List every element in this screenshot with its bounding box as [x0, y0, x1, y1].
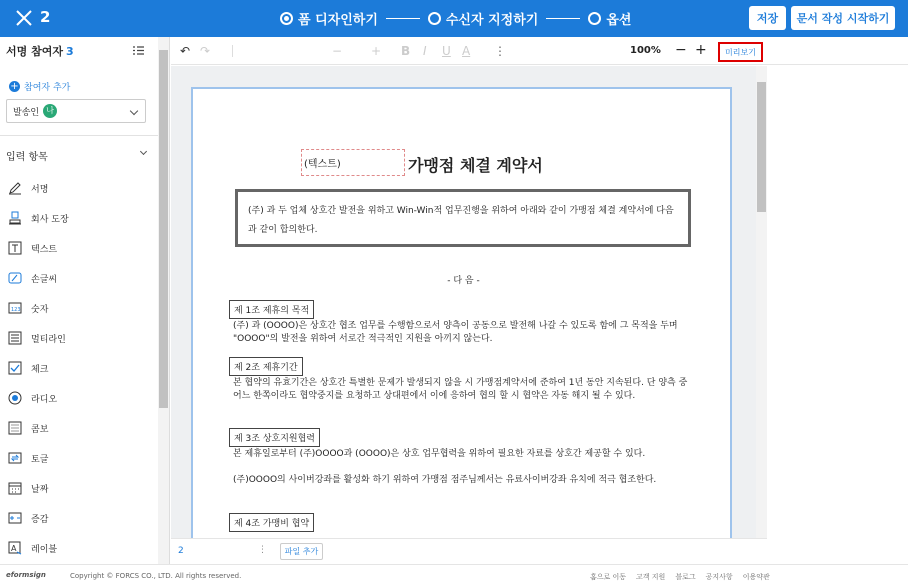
field-item-text[interactable] — [0, 233, 158, 263]
text-icon — [8, 241, 22, 255]
scroll-thumb[interactable] — [159, 50, 168, 408]
step-divider — [386, 18, 420, 19]
stepper-icon — [8, 511, 22, 525]
select-value: 발송인 — [13, 107, 40, 118]
combo-icon — [8, 421, 22, 435]
article-body: 본 제휴일로부터 (주)OOOO과 (OOOO)은 상호 업무협력을 위하여 필요한 자료를 상호간 제공할 수 있다. — [233, 449, 646, 459]
editor-toolbar — [171, 37, 908, 65]
field-item-stepper[interactable] — [0, 503, 158, 533]
list-icon[interactable] — [133, 46, 144, 55]
field-label: 체크 — [31, 364, 49, 375]
field-item-signature[interactable] — [0, 173, 158, 203]
pen-icon — [8, 181, 22, 195]
radio-icon — [588, 12, 601, 25]
more-icon[interactable]: ⋮ — [494, 44, 506, 58]
step-divider — [546, 18, 580, 19]
field-item-combo[interactable] — [0, 413, 158, 443]
field-item-number[interactable] — [0, 293, 158, 323]
me-badge: 나 — [43, 104, 57, 118]
divider — [0, 135, 158, 136]
sidebar — [0, 37, 170, 564]
add-file-button[interactable]: 파일 추가 — [280, 543, 323, 560]
radio-icon — [428, 12, 441, 25]
step-form-design[interactable] — [280, 9, 378, 28]
checkbox-icon — [8, 361, 22, 375]
field-item-label[interactable] — [0, 533, 158, 563]
save-button[interactable]: 저장 — [749, 6, 786, 30]
field-label: 손글씨 — [31, 274, 58, 285]
participants-title: 서명 참여자 — [6, 45, 63, 58]
field-label: 서명 — [31, 184, 49, 195]
footer-link-support[interactable]: 고객 지원 — [636, 573, 666, 581]
article-body: (주)OOOO의 사이버강좌를 활성화 하기 위하여 가맹점 점주님께서는 유료사이버강좌 유치에 적극 협조한다. — [233, 475, 657, 485]
chevron-down-icon[interactable] — [140, 148, 147, 155]
field-item-stamp[interactable] — [0, 203, 158, 233]
redo-icon[interactable]: ↷ — [200, 44, 211, 58]
underline-icon[interactable]: U — [442, 44, 451, 58]
top-bar — [0, 0, 908, 37]
step-label: 옵션 — [606, 13, 632, 28]
field-item-checkbox[interactable] — [0, 353, 158, 383]
field-label: 멀티라인 — [31, 334, 66, 345]
number-icon — [8, 301, 22, 315]
copyright-text: Copyright © FORCS CO., LTD. All rights reserved. — [70, 572, 242, 580]
more-icon[interactable]: ⋮ — [258, 545, 267, 555]
intro-box: (주) 과 두 업체 상호간 발전을 위하고 Win-Win적 업무진행을 위하여 아래와 같이 가맹점 체결 계약서에 다음과 같이 합의한다. — [235, 189, 691, 247]
step-label: 수신자 지정하기 — [445, 13, 539, 28]
dagu-heading: - 다 음 - — [447, 276, 480, 286]
field-label: 콤보 — [31, 424, 49, 435]
page-bar — [171, 538, 767, 564]
footer-link-home[interactable]: 홈으로 이동 — [590, 573, 627, 581]
field-label: 회사 도장 — [31, 214, 69, 225]
footer-links — [590, 572, 770, 582]
italic-icon[interactable]: I — [423, 44, 427, 58]
document-page[interactable] — [191, 87, 732, 538]
field-label: 라디오 — [31, 394, 58, 405]
radio-selected-icon — [280, 12, 293, 25]
add-participant-button[interactable] — [9, 80, 70, 93]
svg-text:123: 123 — [11, 307, 21, 313]
divider — [232, 45, 233, 57]
toggle-icon — [8, 451, 22, 465]
footer — [0, 564, 908, 584]
footer-link-notice[interactable]: 공지사항 — [705, 573, 733, 581]
label-icon — [8, 541, 22, 555]
zoom-out-button[interactable]: − — [675, 42, 687, 58]
article-title: 제 2조 제휴기간 — [229, 357, 303, 376]
field-label: 숫자 — [31, 304, 49, 315]
start-document-button[interactable]: 문서 작성 시작하기 — [791, 6, 895, 30]
article-body: 본 협약의 유효기간은 상호간 특별한 문제가 발생되지 않을 시 가맹점계약서에 준하여 1년 동안 지속된다. 단 양측 중 어느 한쪽이라도 협약중지를 요청하고 상대편에서 이에 응하여 협의 할 시 협약은 자동 해지 될 수 있다. — [233, 378, 688, 401]
undo-icon[interactable]: ↶ — [180, 44, 191, 58]
field-label: 레이블 — [31, 544, 58, 555]
field-label: 텍스트 — [31, 244, 58, 255]
field-item-toggle[interactable] — [0, 443, 158, 473]
participants-count: 3 — [65, 44, 74, 58]
footer-link-terms[interactable]: 이용약관 — [742, 573, 770, 581]
minus-icon[interactable]: − — [332, 44, 343, 58]
plus-icon[interactable]: + — [371, 44, 382, 58]
radio-icon — [8, 391, 22, 405]
chevron-down-icon — [130, 107, 138, 115]
calendar-icon — [8, 481, 22, 495]
plus-circle-icon: + — [10, 81, 19, 92]
participant-select[interactable] — [6, 99, 146, 123]
step-progress — [280, 0, 631, 37]
preview-button[interactable]: 미리보기 — [718, 42, 763, 62]
page-number[interactable]: 2 — [178, 546, 184, 556]
add-participant-label: 참여자 추가 — [24, 83, 71, 93]
font-color-icon[interactable]: A — [462, 44, 471, 58]
input-fields-title: 입력 항목 — [6, 152, 48, 163]
field-label: 날짜 — [31, 484, 49, 495]
field-item-date[interactable] — [0, 473, 158, 503]
article-body: (주) 과 (OOOO)은 상호간 협조 업무를 수행함으로서 양측이 공동으로 발전해 나갈 수 있도록 함에 그 목적을 두며 "OOOO"의 발전을 위하여 서로간 적극적인 지원을 아끼지 않는다. — [233, 321, 678, 344]
bold-icon[interactable]: B — [401, 44, 411, 58]
field-label: 증감 — [31, 514, 49, 525]
field-item-radio[interactable] — [0, 383, 158, 413]
step-options[interactable] — [588, 9, 631, 28]
scroll-thumb[interactable] — [757, 82, 766, 212]
field-item-multiline[interactable] — [0, 323, 158, 353]
article-title: 제 3조 상호지원협력 — [229, 428, 320, 447]
document-title: 가맹점 체결 계약서 — [408, 156, 543, 175]
article-title: 제 4조 가맹비 협약 — [229, 513, 314, 532]
zoom-in-button[interactable]: + — [695, 42, 707, 58]
close-icon[interactable] — [14, 8, 34, 28]
svg-text:A: A — [11, 544, 17, 553]
multiline-icon — [8, 331, 22, 345]
field-label: 토글 — [31, 454, 49, 465]
step-recipients[interactable] — [428, 9, 538, 28]
zoom-level[interactable]: 100% — [630, 45, 661, 56]
text-field-placeholder[interactable]: (텍스트) — [301, 149, 405, 176]
brand-logo: eformsign — [6, 571, 46, 579]
sidebar-scrollbar[interactable] — [158, 37, 169, 564]
field-item-handwriting[interactable] — [0, 263, 158, 293]
field-list — [0, 173, 158, 563]
handwriting-icon — [8, 271, 22, 285]
article-title: 제 1조 제휴의 목적 — [229, 300, 314, 319]
canvas-scrollbar[interactable] — [756, 66, 767, 538]
document-count: 2 — [40, 8, 51, 26]
footer-link-blog[interactable]: 블로그 — [675, 573, 696, 581]
step-label: 폼 디자인하기 — [298, 13, 378, 28]
document-canvas — [171, 66, 756, 538]
stamp-icon — [8, 211, 22, 225]
